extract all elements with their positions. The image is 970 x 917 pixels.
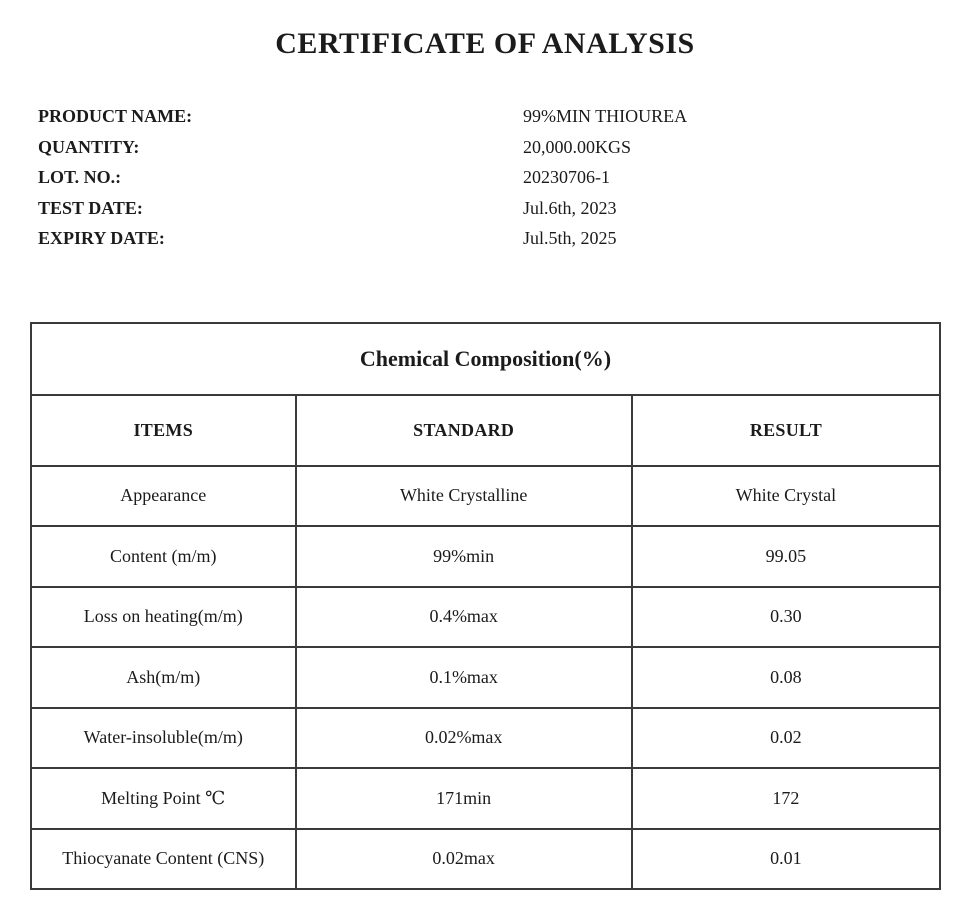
table-row [31, 587, 940, 648]
table-row [31, 708, 940, 769]
header-fields [38, 106, 970, 259]
table-row [31, 768, 940, 829]
standard-cell: 0.1%max [296, 647, 632, 708]
field-value: 20230706-1 [523, 167, 610, 187]
result-cell: White Crystal [632, 466, 940, 527]
result-cell: 0.30 [632, 587, 940, 648]
field-label: EXPIRY DATE: [38, 228, 165, 248]
result-cell: 0.01 [632, 829, 940, 890]
field-value: 99%MIN THIOUREA [523, 106, 688, 126]
certificate-page [0, 27, 970, 917]
field-test-date [38, 198, 970, 229]
field-quantity [38, 137, 970, 168]
field-lot-no [38, 167, 970, 198]
column-header-items: ITEMS [31, 395, 296, 466]
table-row [31, 526, 940, 587]
item-cell: Water-insoluble(m/m) [31, 708, 296, 769]
result-cell: 99.05 [632, 526, 940, 587]
page-title: CERTIFICATE OF ANALYSIS [275, 27, 695, 60]
standard-cell: 0.02%max [296, 708, 632, 769]
result-cell: 0.08 [632, 647, 940, 708]
item-cell: Content (m/m) [31, 526, 296, 587]
field-expiry-date [38, 228, 970, 259]
field-value: Jul.5th, 2025 [523, 228, 617, 248]
table-caption-row [31, 323, 940, 395]
composition-table [30, 322, 941, 891]
field-value: 20,000.00KGS [523, 136, 632, 157]
table-row [31, 829, 940, 890]
result-cell: 0.02 [632, 708, 940, 769]
field-product-name [38, 106, 970, 137]
column-header-standard: STANDARD [296, 395, 632, 466]
item-cell: Thiocyanate Content (CNS) [31, 829, 296, 890]
field-label: PRODUCT NAME: [38, 106, 193, 126]
standard-cell: 99%min [296, 526, 632, 587]
standard-cell: 171min [296, 768, 632, 829]
field-label: LOT. NO.: [38, 167, 122, 187]
result-cell: 172 [632, 768, 940, 829]
item-cell: Loss on heating(m/m) [31, 587, 296, 648]
table-row [31, 466, 940, 527]
table-row [31, 647, 940, 708]
table-caption: Chemical Composition(%) [31, 323, 940, 395]
standard-cell: 0.4%max [296, 587, 632, 648]
item-cell: Appearance [31, 466, 296, 527]
item-cell: Melting Point ℃ [31, 768, 296, 829]
standard-cell: White Crystalline [296, 466, 632, 527]
field-label: TEST DATE: [38, 197, 143, 218]
item-cell: Ash(m/m) [31, 647, 296, 708]
standard-cell: 0.02max [296, 829, 632, 890]
field-label: QUANTITY: [38, 136, 140, 157]
field-value: Jul.6th, 2023 [523, 197, 617, 218]
column-header-result: RESULT [632, 395, 940, 466]
table-header-row [31, 395, 940, 466]
